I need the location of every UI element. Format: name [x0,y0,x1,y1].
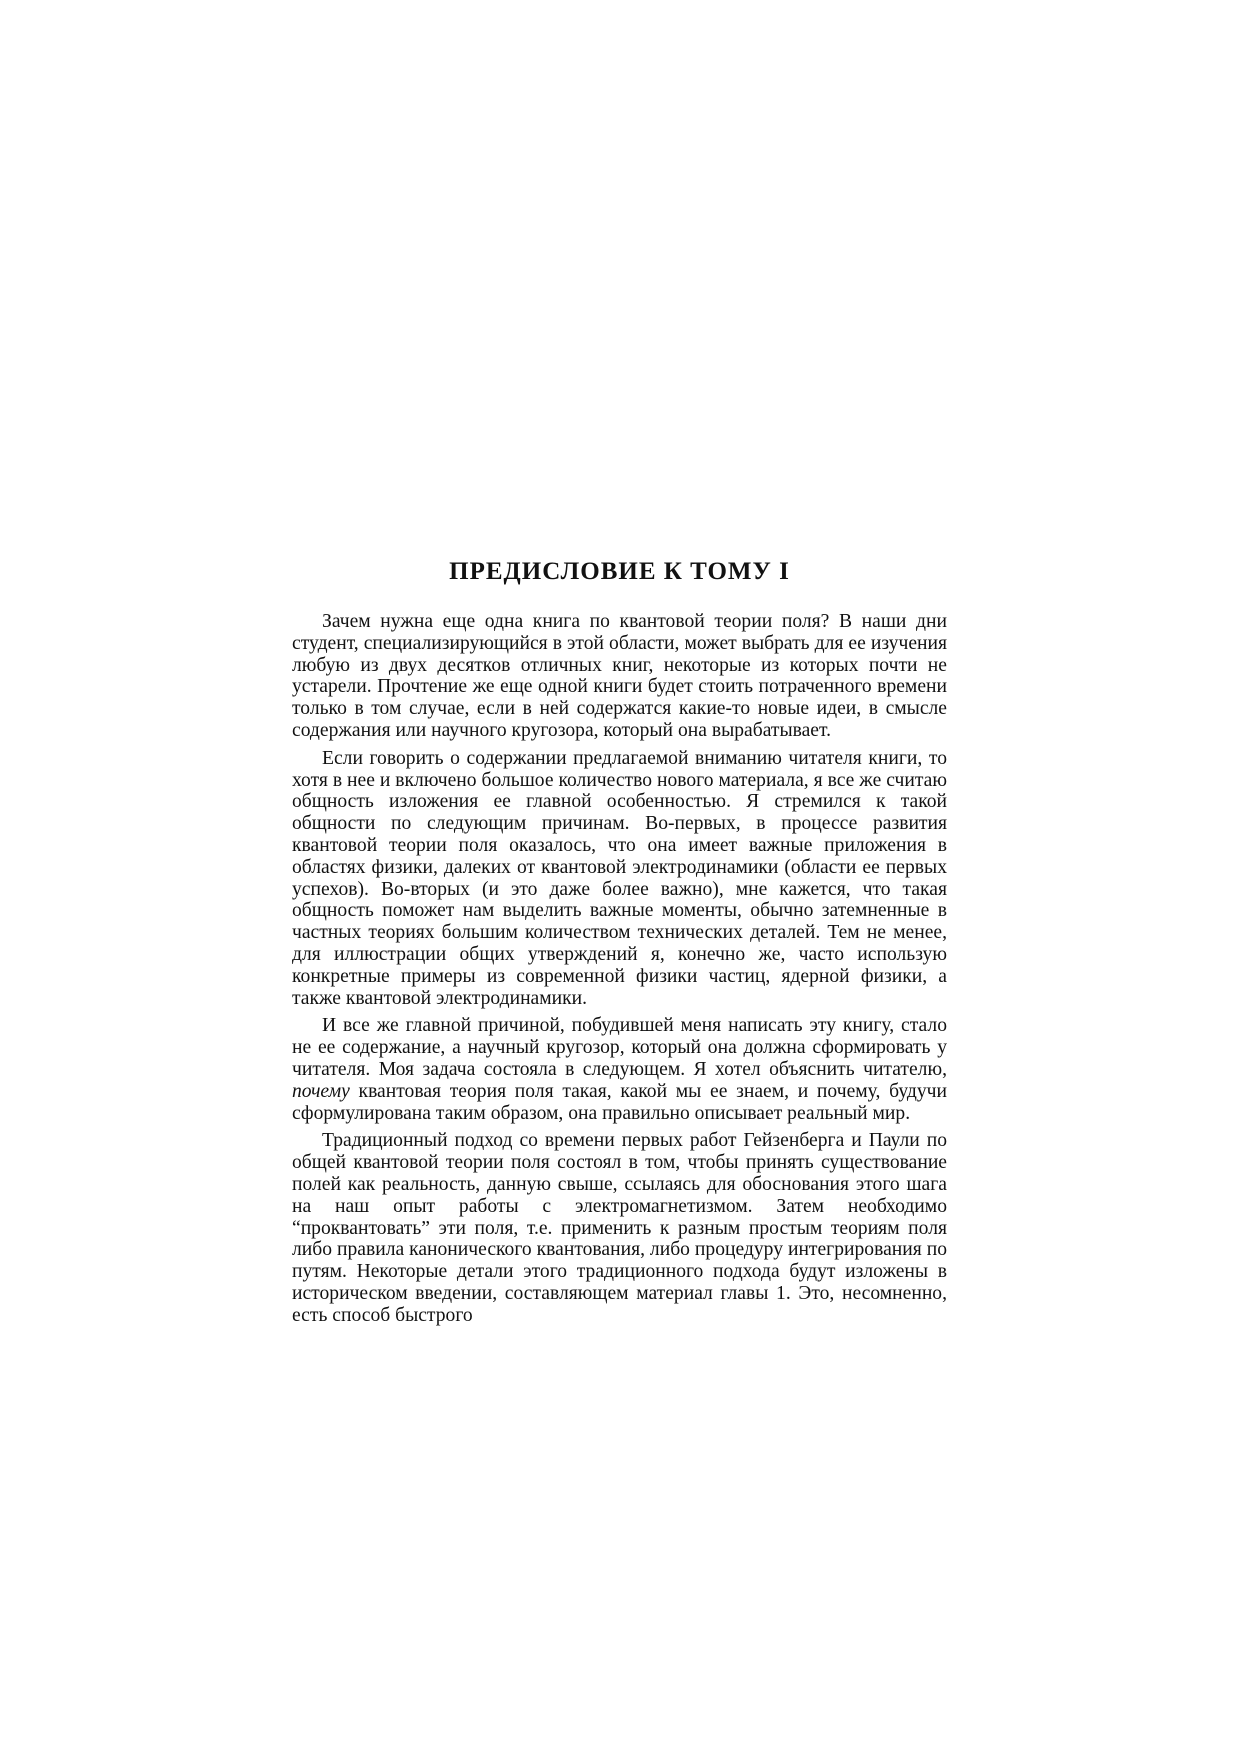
paragraph-3 [292,1015,947,1124]
paragraph-3-after: квантовая теория поля такая, какой мы ее знаем, и почему, будучи сформулирована таким образом, она правильно описывает реальный мир. [292,1080,947,1124]
paragraph-4: Традиционный подход со времени первых работ Гейзенберга и Паули по общей квантовой теории поля состоял в том, чтобы принять существование полей как реальность, данную свыше, ссылаясь для обоснования этого шага на наш опыт работы с электромагнетизмом. Затем необходимо “проквантовать” эти поля, т.е. применить к разным простым теориям поля либо правила канонического квантования, либо процедуру интегрирования по путям. Некоторые детали этого традиционного подхода будут изложены в историческом введении, составляющем материал главы 1. Это, несомненно, есть способ быстрого [292,1130,947,1326]
preface-body [292,611,947,1333]
chapter-title: ПРЕДИСЛОВИЕ К ТОМУ I [449,558,790,585]
paragraph-3-before: И все же главной причиной, побудившей меня написать эту книгу, стало не ее содержание, а научный кругозор, который она должна сформировать у читателя. Моя задача состояла в следующем. Я хотел объяснить читателю, [292,1015,947,1080]
paragraph-3-emphasis: почему [292,1080,350,1102]
paragraph-1: Зачем нужна еще одна книга по квантовой теории поля? В наши дни студент, специализирующийся в этой области, может выбрать для ее изучения любую из двух десятков отличных книг, некоторые из которых почти не устарели. Прочтение же еще одной книги будет стоить потраченного времени только в том случае, если в ней содержатся какие-то новые идеи, в смысле содержания или научного кругозора, который она вырабатывает. [292,611,947,741]
paragraph-2: Если говорить о содержании предлагаемой вниманию читателя книги, то хотя в нее и включено большое количество нового материала, я все же считаю общность изложения ее главной особенностью. Я стремился к такой общности по следующим причинам. Во-первых, в процессе развития квантовой теории поля оказалось, что она имеет важные приложения в областях физики, далеких от квантовой электродинамики (области ее первых успехов). Во-вторых (и это даже более важно), мне кажется, что такая общность поможет нам выделить важные моменты, обычно затемненные в частных теориях большим количеством технических деталей. Тем не менее, для иллюстрации общих утверждений я, конечно же, часто использую конкретные примеры из современной физики частиц, ядерной физики, а также квантовой электродинамики. [292,747,947,1009]
